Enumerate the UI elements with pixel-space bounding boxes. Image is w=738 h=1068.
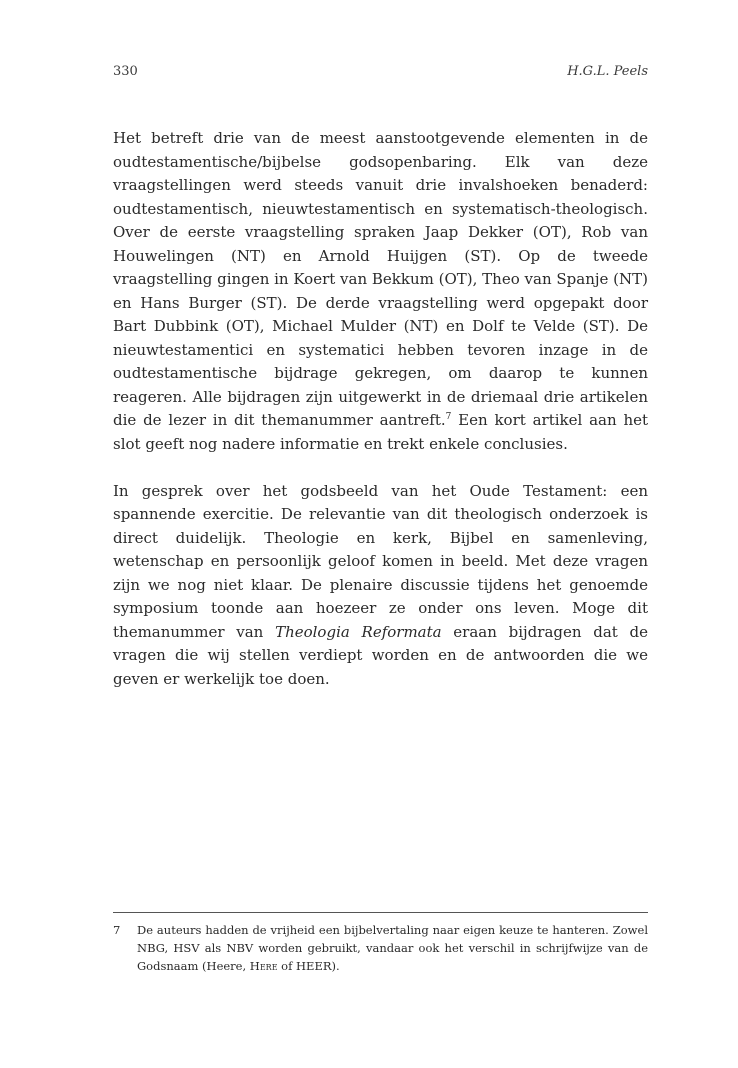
paragraph-1-text-continued: Een kort artikel aan het slot geeft nog nadere informatie en trekt enkele conclusies. — [113, 411, 649, 453]
paragraph-1-text: Het betreft drie van de meest aanstootgevende elementen in de oudtestamentische/bijbelse godsopenbaring. Elk van deze vraagstellingen werd steeds vanuit drie invalshoeken benaderd: oudtestamentisch, nieuwtestamentisch en systematisch-theologisch. Over de eerste vraagstelling spraken Jaap Dekker (OT), Rob van Houwelingen (NT) en Arnold Huijgen (ST). Op de tweede vraagstelling gingen in Koert van Bekkum (OT), Theo van Spanje (NT) en Hans Burger (ST). De derde vraagstelling werd opgepakt door Bart Dubbink (OT), Michael Mulder (NT) en Dolf te Velde (ST). De nieuwtestamentici en systematici hebben tevoren inzage in de oudtestamentische bijdrage gekregen, om daarop te kunnen reageren. Alle bijdragen zijn uitgewerkt in de driemaal drie artikelen die de lezer in dit themanummer aantreft. — [113, 129, 648, 429]
footnote-text — [137, 921, 648, 975]
footnote-small-caps-word: Here — [249, 959, 278, 973]
running-head-author: H.G.L. Peels — [567, 64, 648, 79]
footnote-text-part-2: of HEER). — [277, 959, 340, 973]
page-number: 330 — [113, 64, 138, 79]
footnote-number: 7 — [113, 923, 121, 937]
footnote-divider — [113, 912, 648, 913]
paragraph-2-text: In gesprek over het godsbeeld van het Oude Testament: een spannende exercitie. De relevantie van dit theologisch onderzoek is direct duidelijk. Theologie en kerk, Bijbel en samenleving, wetenschap en persoonlijk geloof komen in beeld. Met deze vragen zijn we nog niet klaar. De plenaire discussie tijdens het genoemde symposium toonde aan hoezeer ze onder ons leven. Moge dit themanummer van — [113, 481, 648, 641]
footnote-reference[interactable]: 7 — [445, 412, 452, 422]
paragraph-2-text-continued: eraan bijdragen dat de vragen die wij stellen verdiept worden en de antwoorden die we geven er werkelijk toe doen. — [113, 622, 649, 688]
footnote-text-part-1: De auteurs hadden de vrijheid een bijbelvertaling naar eigen keuze te hanteren. Zowel NBG, HSV als NBV worden gebruikt, vandaar ook het verschil in schrijfwijze van de Godsnaam (Heere, — [137, 923, 648, 973]
page-header — [113, 64, 648, 79]
paragraph-2 — [113, 480, 648, 692]
journal-title: Theologia Reformata — [275, 622, 442, 641]
footnote — [113, 921, 648, 975]
paragraph-1 — [113, 127, 648, 456]
body-text — [113, 127, 648, 691]
